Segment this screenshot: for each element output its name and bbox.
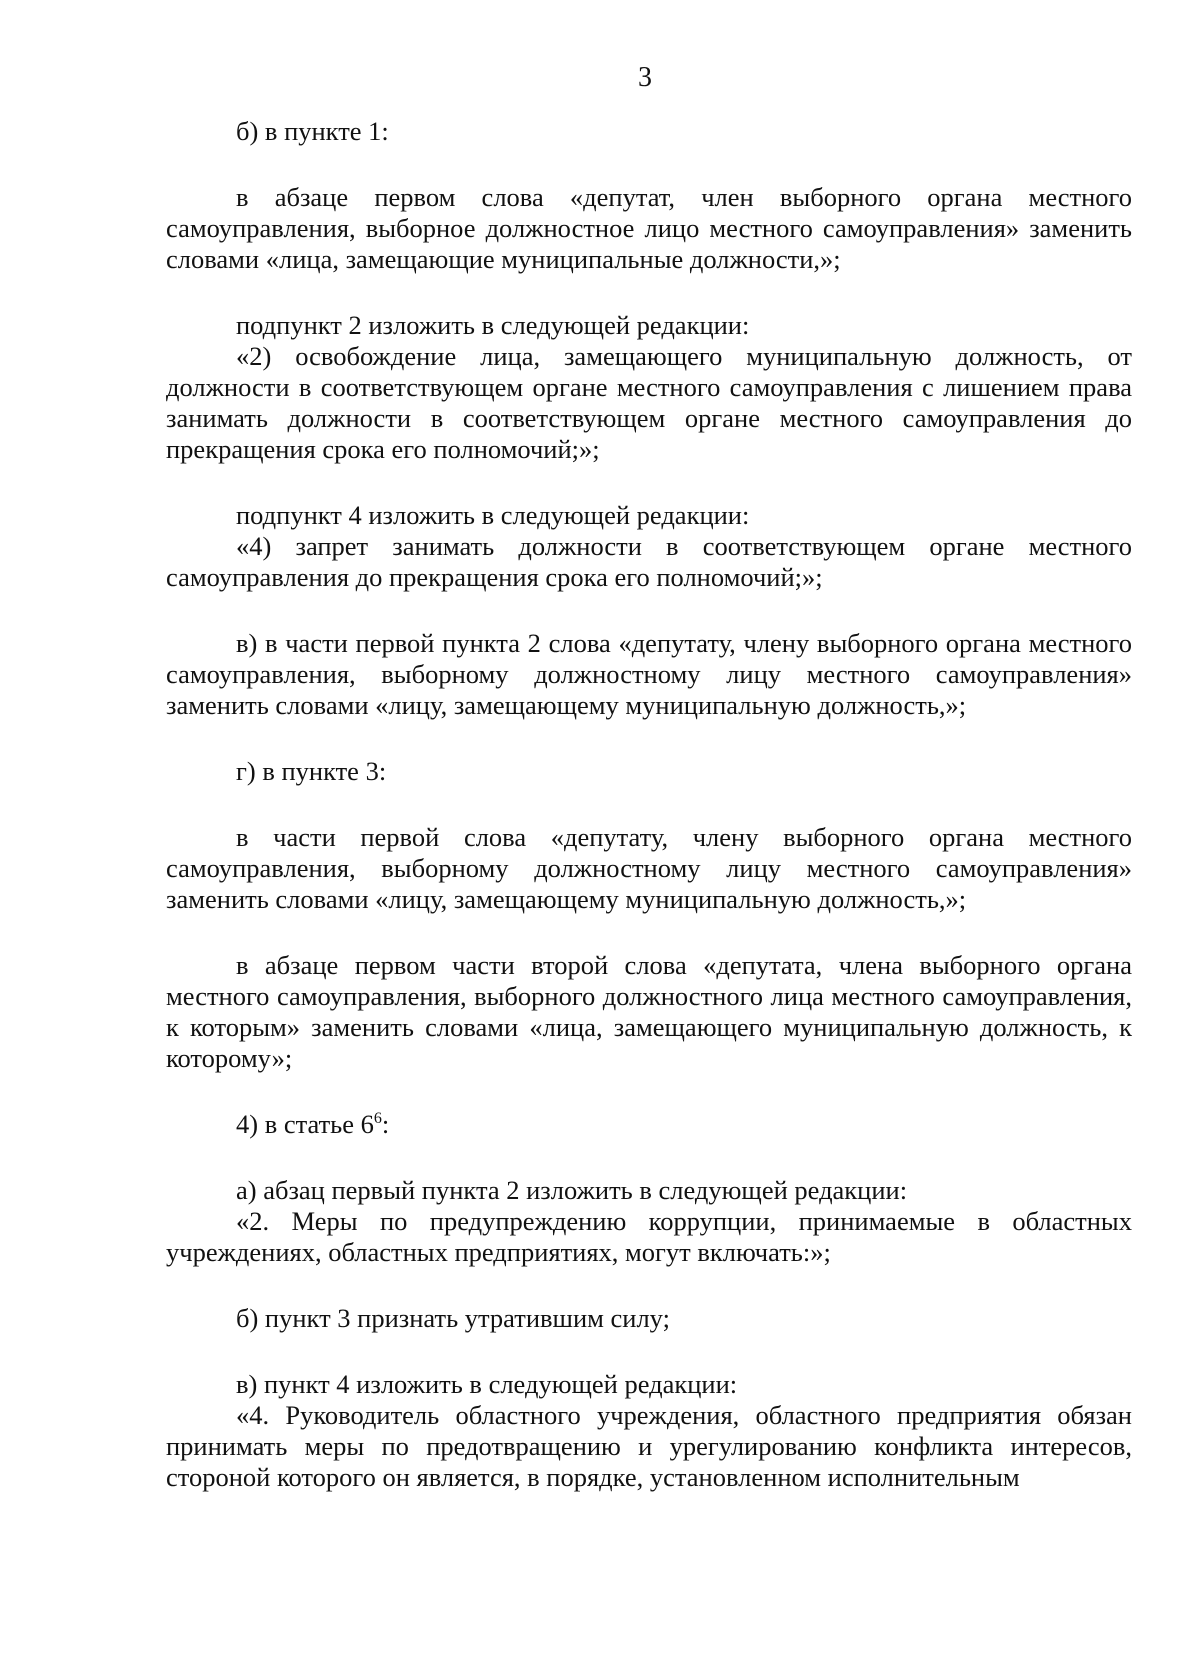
document-body [166,116,1132,1493]
paragraph: г) в пункте 3: [236,756,387,786]
paragraph: б) пункт 3 признать утратившим силу; [236,1303,670,1333]
paragraph: «2. Меры по предупреждению коррупции, принимаемые в областных учреждениях, областных предприятиях, могут включать:»; [166,1206,1132,1267]
paragraph: «4) запрет занимать должности в соответствующем органе местного самоуправления до прекращения срока его полномочий;»; [166,531,1132,592]
article-heading-text: 4) в статье 6 [236,1109,374,1139]
page-number: 3 [638,62,652,93]
article-superscript: 6 [373,1110,382,1128]
paragraph: в абзаце первом части второй слова «депутата, члена выборного органа местного самоуправления, выборного должностного лица местного самоуправления, к которым» заменить словами «лица, замещающего муниципальную должность, к которому»; [166,950,1132,1073]
paragraph: в абзаце первом слова «депутат, член выборного органа местного самоуправления, выборное должностное лицо местного самоуправления» заменить словами «лица, замещающие муниципальные должности,»; [166,182,1132,274]
paragraph: в) в части первой пункта 2 слова «депутату, члену выборного органа местного самоуправления, выборному должностному лицу местного самоуправления» заменить словами «лицу, замещающему муниципальную должность,»; [166,628,1132,720]
paragraph: б) в пункте 1: [236,116,389,146]
paragraph: в части первой слова «депутату, члену выборного органа местного самоуправления, выборному должностному лицу местного самоуправления» заменить словами «лицу, замещающему муниципальную должность,»; [166,822,1132,914]
paragraph: «2) освобождение лица, замещающего муниципальную должность, от должности в соответствующем органе местного самоуправления с лишением права занимать должности в соответствующем органе местного самоуправления до прекращения срока его полномочий;»; [166,341,1132,464]
paragraph: подпункт 2 изложить в следующей редакции: [236,310,750,340]
article-heading-suffix: : [381,1109,390,1139]
paragraph: а) абзац первый пункта 2 изложить в следующей редакции: [236,1175,908,1205]
paragraph: подпункт 4 изложить в следующей редакции: [236,500,750,530]
paragraph: в) пункт 4 изложить в следующей редакции: [236,1369,738,1399]
paragraph: «4. Руководитель областного учреждения, областного предприятия обязан принимать меры по предотвращению и урегулированию конфликта интересов, стороной которого он является, в порядке, установленном исполнительным [166,1400,1132,1492]
article-heading [166,1109,1132,1140]
